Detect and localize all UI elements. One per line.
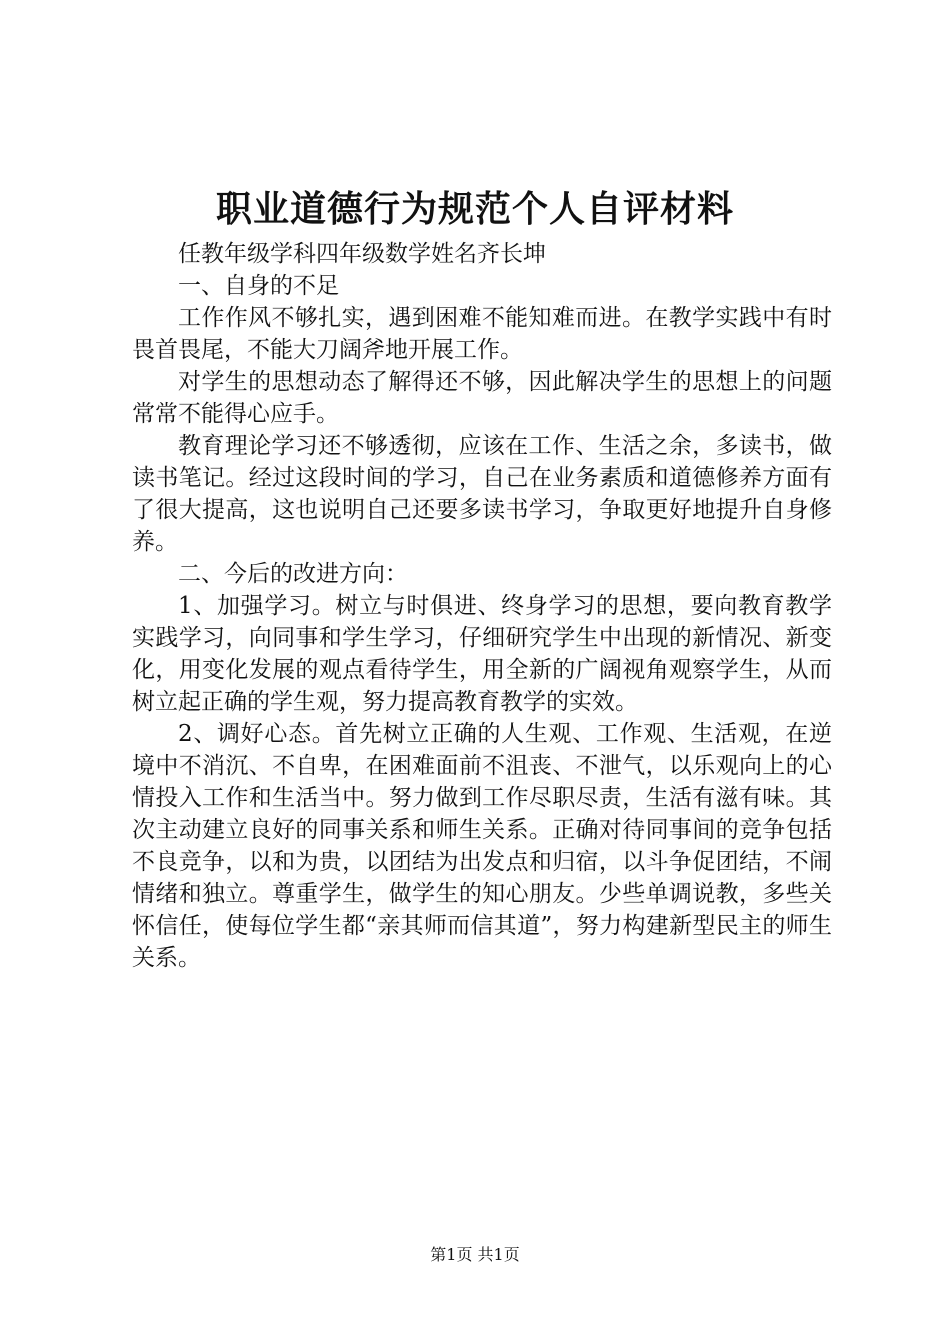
body-paragraph: 对学生的思想动态了解得还不够，因此解决学生的思想上的问题常常不能得心应手。 xyxy=(132,369,832,427)
body-paragraph: 2、调好心态。首先树立正确的人生观、工作观、生活观，在逆境中不消沉、不自卑，在困难面前不沮丧、不泄气，以乐观向上的心情投入工作和生活当中。努力做到工作尽职尽责，生活有滋有味。其次主动建立良好的同事关系和师生关系。正确对待同事间的竞争包括不良竞争，以和为贵，以团结为出发点和归宿，以斗争促团结，不闹情绪和独立。尊重学生，做学生的知心朋友。少些单调说教，多些关怀信任，使每位学生都“亲其师而信其道”，努力构建新型民主的师生关系。 xyxy=(132,721,832,971)
body-paragraph: 工作作风不够扎实，遇到困难不能知难而进。在教学实践中有时畏首畏尾，不能大刀阔斧地开展工作。 xyxy=(132,305,832,363)
document-body xyxy=(132,238,832,974)
section-heading-shortcomings: 一、自身的不足 xyxy=(178,273,339,299)
document-title: 职业道德行为规范个人自评材料 xyxy=(215,188,734,230)
teacher-info-line: 任教年级学科四年级数学姓名齐长坤 xyxy=(178,241,546,267)
section-heading-improvements: 二、今后的改进方向： xyxy=(178,561,408,587)
body-paragraph: 1、加强学习。树立与时俱进、终身学习的思想，要向教育教学实践学习，向同事和学生学习，仔细研究学生中出现的新情况、新变化，用变化发展的观点看待学生，用全新的广阔视角观察学生，从而树立起正确的学生观，努力提高教育教学的实效。 xyxy=(132,593,832,715)
body-paragraph: 教育理论学习还不够透彻，应该在工作、生活之余，多读书，做读书笔记。经过这段时间的学习，自己在业务素质和道德修养方面有了很大提高，这也说明自己还要多读书学习，争取更好地提升自身修养。 xyxy=(132,433,832,555)
page-number-footer: 第1页 共1页 xyxy=(430,1245,520,1264)
